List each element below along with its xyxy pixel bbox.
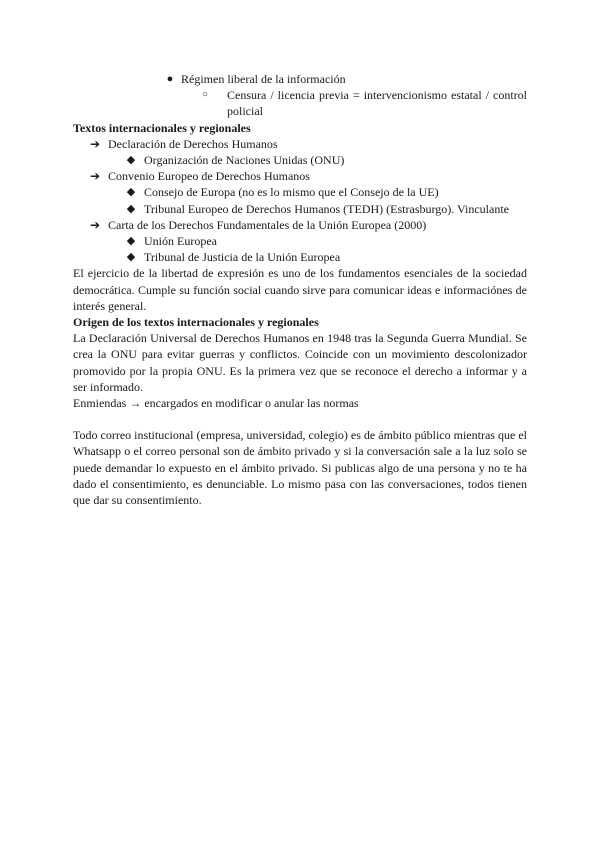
list-subitem-text: Organización de Naciones Unidas (ONU) — [144, 153, 345, 168]
diamond-bullet-icon: ◆ — [126, 235, 136, 248]
list-subitem-censura — [73, 87, 527, 119]
list-item-declaracion — [73, 136, 527, 152]
paragraph-declaracion-universal: La Declaración Universal de Derechos Humanos en 1948 tras la Segunda Guerra Mundial. Se crea la ONU para evitar guerras y conflictos. Coincide con un movimiento descolonizador promovido por la propia ONU. Es la primera vez que se reconoce el derecho a informar y a ser informado. — [73, 331, 527, 394]
diamond-bullet-icon: ◆ — [126, 202, 136, 215]
arrow-bullet-icon: ➔ — [89, 136, 101, 151]
list-item-convenio — [73, 168, 527, 184]
section-heading-origen: Origen de los textos internacionales y regionales — [73, 315, 319, 330]
list-subitem-text: Consejo de Europa (no es lo mismo que el Consejo de la UE) — [144, 185, 439, 200]
diamond-bullet-icon: ◆ — [126, 251, 136, 264]
list-subitem-text: Tribunal Europeo de Derechos Humanos (TEDH) (Estrasburgo). Vinculante — [144, 201, 509, 216]
diamond-bullet-icon: ◆ — [126, 186, 136, 199]
list-item-text: Régimen liberal de la información — [181, 72, 346, 86]
arrow-bullet-icon: ➔ — [89, 217, 101, 232]
list-subitem-ue — [73, 233, 527, 249]
list-subitem-text: Unión Europea — [144, 234, 217, 249]
arrow-bullet-icon: ➔ — [89, 169, 101, 184]
list-subitem-consejo — [73, 184, 527, 200]
hollow-circle-bullet-icon: ○ — [201, 89, 209, 101]
diamond-bullet-icon: ◆ — [126, 154, 136, 167]
blank-line — [73, 411, 527, 427]
enmiendas-line: Enmiendas → encargados en modificar o anular las normas — [73, 396, 359, 411]
list-subitem-text: Tribunal de Justicia de la Unión Europea — [144, 250, 341, 265]
list-item-regimen — [73, 71, 527, 87]
list-subitem-onu — [73, 152, 527, 168]
list-subitem-text: Censura / licencia previa = intervencionismo estatal / control policial — [227, 88, 527, 119]
section-heading-textos: Textos internacionales y regionales — [73, 120, 251, 135]
list-item-text: Declaración de Derechos Humanos — [108, 136, 278, 151]
list-item-text: Convenio Europeo de Derechos Humanos — [108, 169, 310, 184]
paragraph-libertad-expresion: El ejercicio de la libertad de expresión es uno de los fundamentos esenciales de la sociedad democrática. Cumple su función social cuando sirve para comunicar ideas e informaciónes de interés general. — [73, 266, 527, 313]
list-subitem-tjue — [73, 249, 527, 265]
paragraph-correo-institucional: Todo correo institucional (empresa, universidad, colegio) es de ámbito público mientras que el Whatsapp o el correo personal son de ámbito privado y si la conversación sale a la luz solo se puede demandar lo expuesto en el ámbito privado. Si publicas algo de una persona y no te ha dado el consentimiento, es denunciable. Lo mismo pasa con las conversaciones, todos tienen que dar su consentimiento. — [73, 428, 527, 508]
list-item-carta — [73, 217, 527, 233]
document-page — [73, 71, 527, 508]
list-item-text: Carta de los Derechos Fundamentales de la Unión Europea (2000) — [108, 217, 427, 232]
filled-circle-bullet-icon: ● — [166, 73, 174, 85]
list-subitem-tedh — [73, 201, 527, 217]
